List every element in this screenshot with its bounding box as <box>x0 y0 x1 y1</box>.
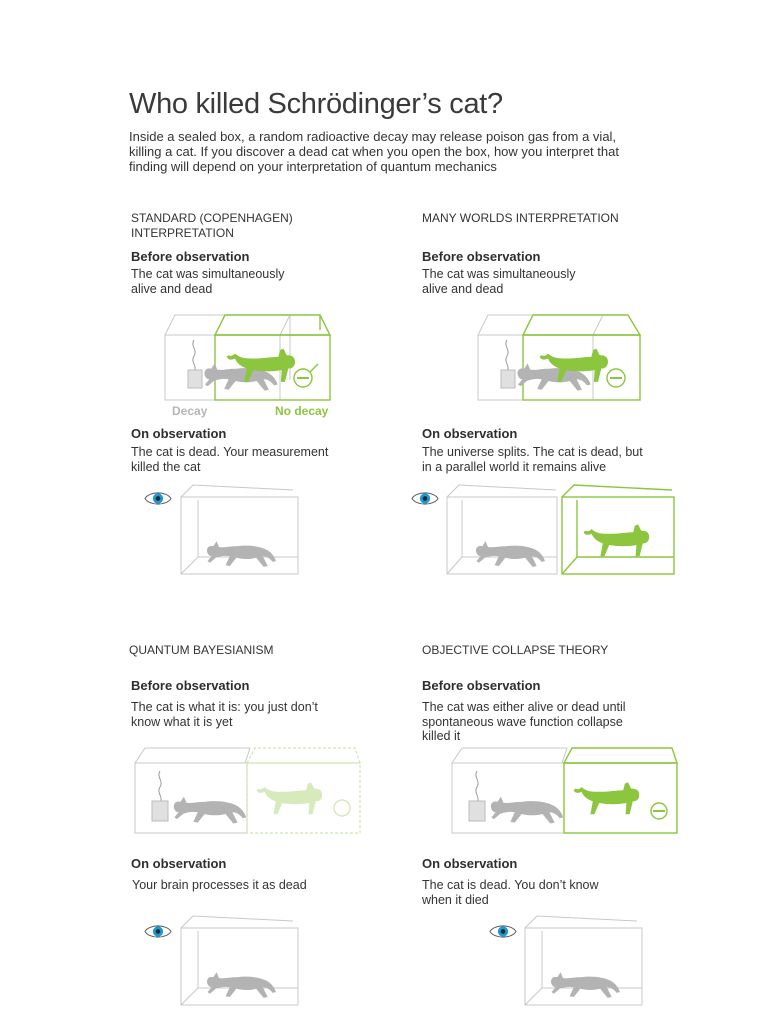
eye-icon <box>489 923 517 940</box>
page-title: Who killed Schrödinger’s cat? <box>129 88 503 120</box>
qbism-open-box <box>178 913 303 1008</box>
objective-on-label: On observation <box>422 856 518 871</box>
eye-icon <box>411 490 439 507</box>
copenhagen-open-box <box>178 482 303 577</box>
eye-icon <box>144 490 172 507</box>
qbism-before-text: The cat is what it is: you just don’t know what it is yet <box>131 700 318 729</box>
objective-box <box>447 743 682 838</box>
many-worlds-on-text: The universe splits. The cat is dead, but in a parallel world it remains alive <box>422 445 643 474</box>
intro-text: Inside a sealed box, a random radioactive decay may release poison gas from a vial, killing a cat. If you discover a dead cat when you open the box, how you interpret that finding will depend on your interpretation of quantum mechanics <box>129 129 619 174</box>
many-worlds-title: MANY WORLDS INTERPRETATION <box>422 211 619 225</box>
many-worlds-split-boxes <box>444 482 684 577</box>
objective-open-box <box>522 913 647 1008</box>
qbism-on-label: On observation <box>131 856 227 871</box>
decay-label: Decay <box>172 404 208 418</box>
copenhagen-superposition-box <box>160 310 340 405</box>
qbism-before-label: Before observation <box>131 678 250 693</box>
qbism-box <box>130 743 365 838</box>
many-worlds-superposition-box <box>473 310 653 405</box>
objective-on-text: The cat is dead. You don’t know when it died <box>422 878 599 907</box>
many-worlds-before-label: Before observation <box>422 249 541 264</box>
copenhagen-title: STANDARD (COPENHAGEN) INTERPRETATION <box>131 211 293 240</box>
objective-before-text: The cat was either alive or dead until spontaneous wave function collapse killed it <box>422 700 626 743</box>
copenhagen-on-label: On observation <box>131 426 227 441</box>
many-worlds-on-label: On observation <box>422 426 518 441</box>
eye-icon <box>144 923 172 940</box>
copenhagen-on-text: The cat is dead. Your measurement killed the cat <box>131 445 329 474</box>
copenhagen-before-label: Before observation <box>131 249 250 264</box>
many-worlds-before-text: The cat was simultaneously alive and dead <box>422 267 576 296</box>
qbism-on-text: Your brain processes it as dead <box>132 878 307 892</box>
objective-before-label: Before observation <box>422 678 541 693</box>
objective-title: OBJECTIVE COLLAPSE THEORY <box>422 643 609 657</box>
copenhagen-before-text: The cat was simultaneously alive and dead <box>131 267 285 296</box>
no-decay-label: No decay <box>275 404 329 418</box>
qbism-title: QUANTUM BAYESIANISM <box>129 643 274 657</box>
